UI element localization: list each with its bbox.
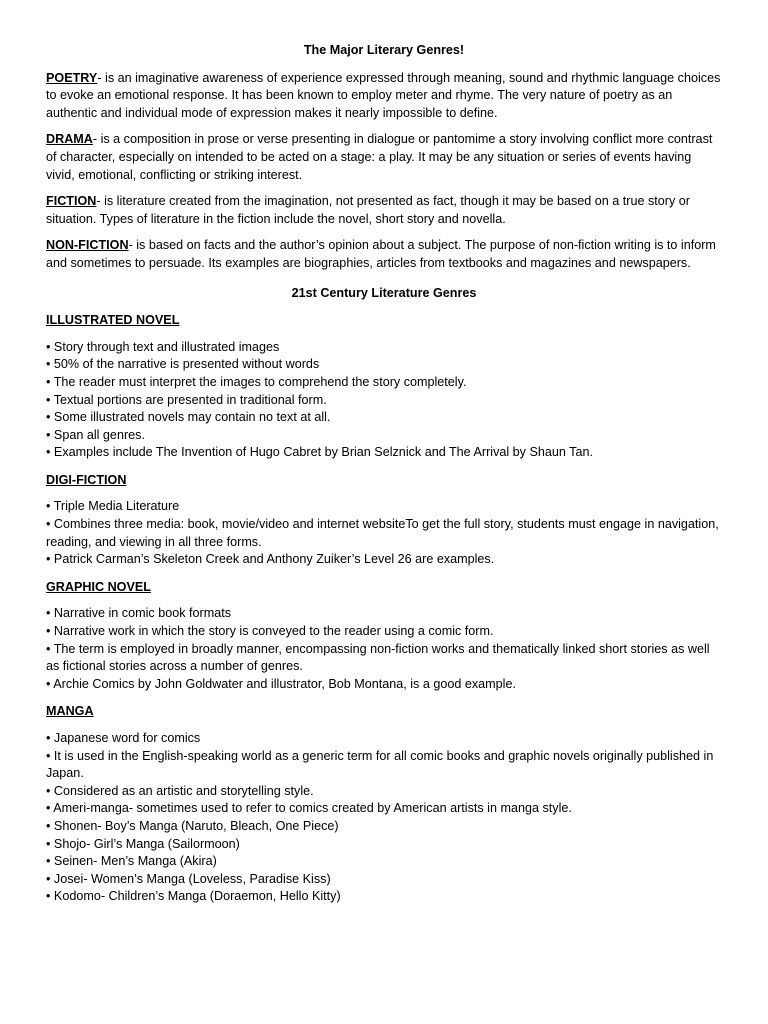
bullet-icon: • bbox=[46, 427, 51, 442]
definition-text: - is literature created from the imagination, not presented as fact, though it may be based on a true story or situation. Types of literature in the fiction include the novel, short story and novella. bbox=[46, 194, 690, 226]
list-item bbox=[46, 409, 722, 427]
list-item bbox=[46, 818, 722, 836]
list-item-text: Textual portions are presented in traditional form. bbox=[53, 392, 327, 407]
list-item bbox=[46, 427, 722, 445]
list-item bbox=[46, 836, 722, 854]
list-item bbox=[46, 623, 722, 641]
list-item-text: It is used in the English-speaking world as a generic term for all comic books and graphic novels originally published in Japan. bbox=[46, 748, 714, 781]
section-subtitle: 21st Century Literature Genres bbox=[291, 285, 477, 300]
bullet-icon: • bbox=[46, 410, 51, 425]
list-item-text: Japanese word for comics bbox=[53, 731, 201, 745]
list-item bbox=[46, 783, 722, 801]
definition-text: - is a composition in prose or verse presenting in dialogue or pantomime a story involving conflict more contrast of character, especially on intended to be acted on a stage: a play. It may be any situation or series of events having vivid, emotional, conflicting or striking interest. bbox=[46, 132, 713, 182]
page-title: The Major Literary Genres! bbox=[303, 43, 465, 57]
list-item-text: Narrative work in which the story is conveyed to the reader using a comic form. bbox=[53, 624, 494, 639]
genre-heading: ILLUSTRATED NOVEL bbox=[46, 313, 180, 328]
list-item-text: Narrative in comic book formats bbox=[53, 606, 231, 621]
bullet-icon: • bbox=[46, 499, 51, 514]
list-item-text: Shonen- Boy’s Manga (Naruto, Bleach, One Piece) bbox=[53, 818, 339, 833]
list-item-text: Kodomo- Children’s Manga (Doraemon, Hello Kitty) bbox=[53, 889, 341, 904]
list-item bbox=[46, 498, 722, 516]
definition-term: DRAMA bbox=[46, 132, 93, 147]
bullet-icon: • bbox=[46, 748, 51, 763]
list-item bbox=[46, 641, 722, 676]
list-item-text: Ameri-manga- sometimes used to refer to comics created by American artists in manga style. bbox=[53, 801, 572, 816]
definition-term: NON-FICTION bbox=[46, 238, 129, 253]
bullet-icon: • bbox=[46, 889, 51, 904]
bullet-icon: • bbox=[46, 871, 51, 886]
genre-heading: DIGI-FICTION bbox=[46, 472, 127, 487]
list-item-text: Some illustrated novels may contain no text at all. bbox=[53, 410, 331, 425]
list-item bbox=[46, 676, 722, 694]
list-item-text: Josei- Women’s Manga (Loveless, Paradise Kiss) bbox=[53, 871, 331, 886]
definition-text: - is an imaginative awareness of experience expressed through meaning, sound and rhythmic language choices to evoke an emotional response. It has been known to employ meter and rhyme. The very nature of poetry as an authentic and individual mode of expression makes it nearly impossible to define. bbox=[46, 70, 721, 120]
bullet-icon: • bbox=[46, 731, 51, 745]
bullet-icon: • bbox=[46, 445, 51, 460]
list-item bbox=[46, 339, 722, 357]
definition-poetry bbox=[46, 70, 722, 123]
bullet-list bbox=[46, 339, 722, 462]
bullet-icon: • bbox=[46, 374, 51, 389]
list-item-text: Story through text and illustrated images bbox=[53, 339, 280, 354]
list-item-text: 50% of the narrative is presented without words bbox=[53, 357, 320, 372]
bullet-list bbox=[46, 730, 722, 906]
bullet-icon: • bbox=[46, 552, 51, 567]
list-item-text: The term is employed in broadly manner, encompassing non-fiction works and thematically linked short stories as well as fictional stories across a number of genres. bbox=[46, 641, 710, 674]
list-item bbox=[46, 800, 722, 818]
list-item-text: Triple Media Literature bbox=[53, 499, 180, 514]
list-item-text: The reader must interpret the images to comprehend the story completely. bbox=[53, 374, 467, 389]
list-item bbox=[46, 853, 722, 871]
genre-heading: GRAPHIC NOVEL bbox=[46, 579, 151, 594]
bullet-icon: • bbox=[46, 854, 51, 869]
list-item-text: Shojo- Girl’s Manga (Sailormoon) bbox=[53, 836, 240, 851]
definition-drama bbox=[46, 131, 722, 184]
bullet-icon: • bbox=[46, 339, 51, 354]
list-item-text: Archie Comics by John Goldwater and illustrator, Bob Montana, is a good example. bbox=[53, 676, 516, 691]
list-item-text: Seinen- Men’s Manga (Akira) bbox=[53, 854, 217, 869]
bullet-icon: • bbox=[46, 641, 51, 656]
definitions-section bbox=[46, 70, 722, 273]
list-item-text: Patrick Carman’s Skeleton Creek and Anthony Zuiker’s Level 26 are examples. bbox=[53, 552, 495, 567]
list-item bbox=[46, 356, 722, 374]
list-item-text: Considered as an artistic and storytelling style. bbox=[53, 783, 314, 798]
list-item bbox=[46, 748, 722, 783]
bullet-list bbox=[46, 498, 722, 568]
bullet-icon: • bbox=[46, 836, 51, 851]
bullet-list bbox=[46, 605, 722, 693]
bullet-icon: • bbox=[46, 818, 51, 833]
list-item bbox=[46, 871, 722, 889]
list-item bbox=[46, 374, 722, 392]
definition-non-fiction bbox=[46, 237, 722, 272]
bullet-icon: • bbox=[46, 801, 51, 816]
list-item bbox=[46, 444, 722, 462]
definition-text: - is based on facts and the author’s opinion about a subject. The purpose of non-fiction writing is to inform and sometimes to persuade. Its examples are biographies, articles from textbooks and magazines and newspapers. bbox=[46, 238, 716, 270]
bullet-icon: • bbox=[46, 606, 51, 621]
bullet-icon: • bbox=[46, 676, 51, 691]
list-item-text: Span all genres. bbox=[53, 427, 145, 442]
bullet-icon: • bbox=[46, 357, 51, 372]
list-item bbox=[46, 392, 722, 410]
genre-heading: MANGA bbox=[46, 704, 94, 719]
genre-sections bbox=[46, 312, 722, 906]
list-item bbox=[46, 605, 722, 623]
definition-term: FICTION bbox=[46, 194, 97, 209]
bullet-icon: • bbox=[46, 783, 51, 798]
definition-fiction bbox=[46, 193, 722, 228]
bullet-icon: • bbox=[46, 392, 51, 407]
definition-term: POETRY bbox=[46, 70, 98, 85]
bullet-icon: • bbox=[46, 517, 51, 532]
list-item-text: Examples include The Invention of Hugo Cabret by Brian Selznick and The Arrival by Shaun Tan. bbox=[53, 445, 593, 460]
list-item bbox=[46, 888, 722, 906]
list-item-text: Combines three media: book, movie/video and internet websiteTo get the full story, students must engage in navigation, reading, and viewing in all three forms. bbox=[46, 517, 719, 549]
bullet-icon: • bbox=[46, 624, 51, 639]
list-item bbox=[46, 730, 722, 748]
list-item bbox=[46, 516, 722, 551]
list-item bbox=[46, 551, 722, 569]
